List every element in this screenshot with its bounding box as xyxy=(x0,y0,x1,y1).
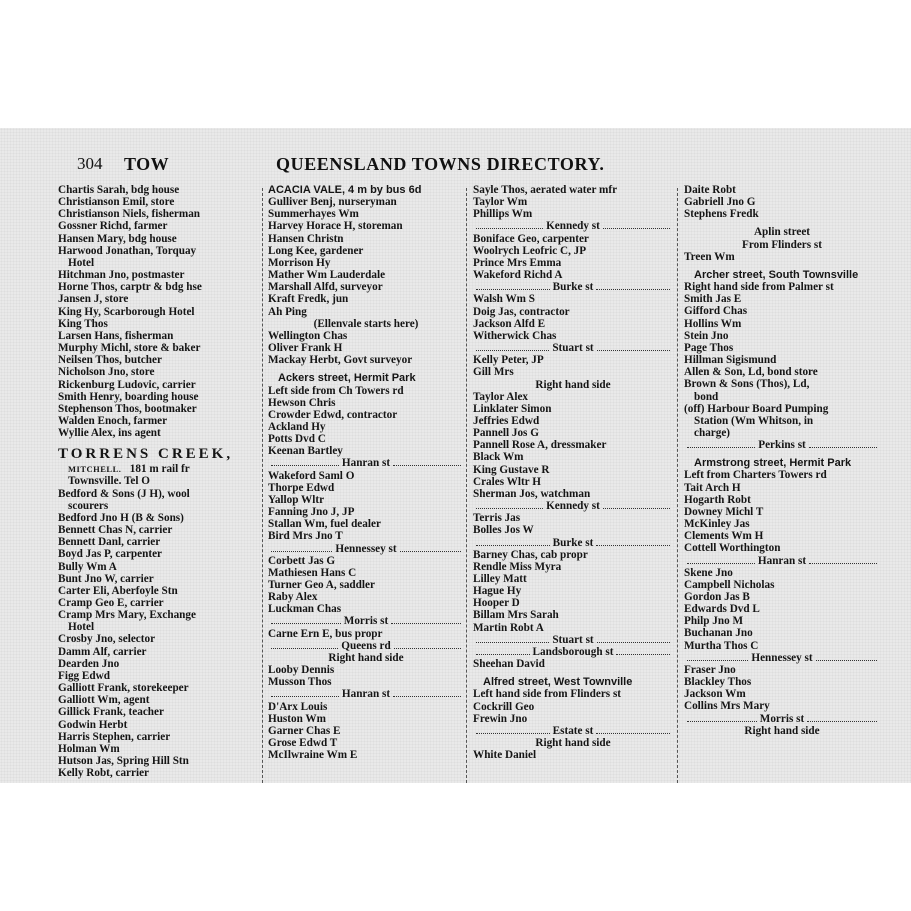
cross-street xyxy=(473,646,673,658)
directory-entry: Huston Wm xyxy=(268,712,326,725)
directory-entry: Looby Dennis xyxy=(268,664,335,677)
directory-entry: Hague Hy xyxy=(473,585,522,598)
street-heading: Archer street, South Townsville xyxy=(694,268,859,281)
directory-entry: Sherman Jos, watchman xyxy=(473,487,591,500)
sub-heading: From Flinders st xyxy=(742,238,822,251)
directory-entry: Hollins Wm xyxy=(684,317,742,330)
directory-entry: Harris Stephen, carrier xyxy=(58,730,171,743)
directory-entry: Christianson Niels, fisherman xyxy=(58,208,201,221)
leader-dots xyxy=(476,500,543,509)
leader-dots xyxy=(271,457,339,466)
directory-entry: Wellington Chas xyxy=(268,329,348,342)
directory-entry: Cramp Mrs Mary, Exchange xyxy=(58,609,196,622)
directory-entry: Ah Ping xyxy=(268,305,307,318)
directory-entry: Hitchman Jno, postmaster xyxy=(58,269,185,282)
directory-entry: Cottell Worthington xyxy=(684,542,781,555)
leader-dots xyxy=(400,543,461,552)
directory-entry: Long Kee, gardener xyxy=(268,244,364,257)
directory-entry: Witherwick Chas xyxy=(473,329,557,342)
leader-dots xyxy=(687,555,755,564)
column-1 xyxy=(58,184,254,779)
directory-entry: Smith Jas E xyxy=(684,293,742,306)
directory-entry: Frewin Jno xyxy=(473,712,528,725)
directory-entry: Murtha Thos C xyxy=(684,639,759,652)
entry-continuation: Station (Wm Whitson, in xyxy=(694,414,814,427)
leader-dots xyxy=(816,652,877,661)
cross-street xyxy=(473,500,673,512)
running-head: TOW xyxy=(124,154,170,174)
leader-dots xyxy=(809,555,877,564)
directory-entry: Smith Henry, boarding house xyxy=(58,390,199,403)
cross-street xyxy=(268,688,464,700)
directory-entry: McKinley Jas xyxy=(684,518,750,531)
directory-entry: Wakeford Richd A xyxy=(473,269,563,282)
directory-entry: Keenan Bartley xyxy=(268,445,343,458)
leader-dots xyxy=(597,342,670,351)
directory-entry: Martin Robt A xyxy=(473,621,544,634)
cross-street xyxy=(473,220,673,232)
directory-entry: King Gustave R xyxy=(473,463,550,476)
directory-entry: Larsen Hans, fisherman xyxy=(58,329,174,342)
directory-entry: Philp Jno M xyxy=(684,615,744,628)
directory-entry: Lilley Matt xyxy=(473,573,527,585)
cross-street-label: Hanran st xyxy=(341,688,391,701)
leader-dots xyxy=(271,543,332,552)
cross-street-label: Perkins st xyxy=(758,439,806,452)
directory-entry: Doig Jas, contractor xyxy=(473,305,570,318)
entry-continuation: Townsville. Tel O xyxy=(68,475,150,488)
directory-entry: Gillick Frank, teacher xyxy=(58,706,164,719)
directory-entry: Left from Charters Towers rd xyxy=(684,469,827,482)
entry-continuation: Hotel xyxy=(68,621,95,634)
directory-entry: Right hand side from Palmer st xyxy=(684,281,834,294)
cross-street-label: Morris st xyxy=(343,615,389,628)
directory-entry: Carne Ern E, bus propr xyxy=(268,627,383,640)
directory-entry: Galliott Frank, storekeeper xyxy=(58,682,189,695)
directory-entry: Gill Mrs xyxy=(473,366,514,379)
column-2 xyxy=(268,184,464,761)
directory-entry: Marshall Alfd, surveyor xyxy=(268,281,383,294)
directory-entry: Sayle Thos, aerated water mfr xyxy=(473,184,618,196)
cross-street-label: Kennedy st xyxy=(546,220,600,233)
cross-street xyxy=(684,713,880,725)
directory-entry: Prince Mrs Emma xyxy=(473,256,562,269)
directory-entry: Turner Geo A, saddler xyxy=(268,579,375,591)
cross-street xyxy=(268,543,464,555)
directory-entry: Blackley Thos xyxy=(684,676,752,689)
cross-street-label: Landsborough st xyxy=(532,645,614,658)
directory-entry: Mather Wm Lauderdale xyxy=(268,269,386,282)
directory-entry: Walsh Wm S xyxy=(473,293,535,306)
directory-entry: Billam Mrs Sarah xyxy=(473,609,559,622)
column-divider xyxy=(466,188,467,783)
leader-dots xyxy=(603,220,670,229)
directory-entry: Figg Edwd xyxy=(58,669,110,682)
directory-entry: Linklater Simon xyxy=(473,402,552,415)
directory-entry: Bunt Jno W, carrier xyxy=(58,572,154,585)
sub-heading: Right hand side xyxy=(535,378,611,391)
leader-dots xyxy=(393,457,461,466)
page-number: 304 xyxy=(77,154,103,173)
directory-entry: Bedford Jno H (B & Sons) xyxy=(58,511,184,524)
cross-street-label: Hanran st xyxy=(341,457,391,470)
street-heading: Alfred street, West Townville xyxy=(483,676,633,689)
directory-entry: Boyd Jas P, carpenter xyxy=(58,548,162,561)
spacer xyxy=(121,463,129,475)
cross-street xyxy=(684,555,880,567)
directory-entry: Taylor Alex xyxy=(473,390,529,403)
column-4 xyxy=(684,184,880,737)
cross-street-label: Hennessey st xyxy=(751,651,813,664)
leader-dots xyxy=(807,713,877,722)
leader-dots xyxy=(476,646,530,655)
cross-street xyxy=(684,652,880,664)
leader-dots xyxy=(476,634,549,643)
directory-entry: Harvey Horace H, storeman xyxy=(268,220,403,233)
directory-entry: Daite Robt xyxy=(684,184,736,196)
leader-dots xyxy=(394,640,461,649)
street-heading: Ackers street, Hermit Park xyxy=(278,372,416,385)
directory-entry: Harwood Jonathan, Torquay xyxy=(58,244,197,257)
directory-entry: Skene Jno xyxy=(684,566,733,579)
directory-entry: Nicholson Jno, store xyxy=(58,366,155,379)
directory-entry: Kelly Peter, JP xyxy=(473,354,544,367)
page-title: QUEENSLAND TOWNS DIRECTORY. xyxy=(276,154,605,174)
directory-entry: Stein Jno xyxy=(684,329,729,342)
directory-entry: Chartis Sarah, bdg house xyxy=(58,184,180,196)
sub-heading: Right hand side xyxy=(328,651,404,664)
column-divider xyxy=(677,188,678,783)
cross-street-label: Hanran st xyxy=(757,554,807,567)
directory-entry: Stephenson Thos, bootmaker xyxy=(58,402,197,415)
cross-street xyxy=(473,725,673,737)
directory-entry: Boniface Geo, carpenter xyxy=(473,232,589,245)
directory-entry: Cramp Geo E, carrier xyxy=(58,597,164,609)
directory-entry: Allen & Son, Ld, bond store xyxy=(684,366,818,379)
directory-entry: Wakeford Saml O xyxy=(268,469,355,482)
directory-entry: Brown & Sons (Thos), Ld, xyxy=(684,378,810,391)
directory-entry: Edwards Dvd L xyxy=(684,603,760,616)
directory-page xyxy=(0,128,911,783)
directory-entry: Potts Dvd C xyxy=(268,433,326,446)
directory-entry: Kelly Robt, carrier xyxy=(58,767,150,780)
sub-heading: Right hand side xyxy=(535,737,611,750)
leader-dots xyxy=(809,439,877,448)
cross-street xyxy=(473,342,673,354)
directory-entry: Gossner Richd, farmer xyxy=(58,220,168,233)
directory-entry: Crosby Jno, selector xyxy=(58,633,156,646)
directory-entry: Stephens Fredk xyxy=(684,208,759,221)
directory-entry: Bennett Chas N, carrier xyxy=(58,524,173,537)
directory-entry: Terris Jas xyxy=(473,512,521,525)
directory-entry: Buchanan Jno xyxy=(684,627,753,640)
leader-dots xyxy=(596,281,670,290)
cross-street xyxy=(268,457,464,469)
directory-entry: Pannell Rose A, dressmaker xyxy=(473,439,607,452)
directory-entry: Summerhayes Wm xyxy=(268,208,359,221)
directory-entry: Hogarth Robt xyxy=(684,493,751,506)
directory-entry: Gordon Jas B xyxy=(684,591,750,603)
directory-entry: Musson Thos xyxy=(268,676,332,689)
directory-entry: Rendle Miss Myra xyxy=(473,560,562,573)
cross-street xyxy=(473,634,673,646)
directory-entry: Corbett Jas G xyxy=(268,554,336,567)
directory-entry: Left hand side from Flinders st xyxy=(473,688,622,701)
directory-entry: Phillips Wm xyxy=(473,208,533,221)
directory-entry: Wyllie Alex, ins agent xyxy=(58,427,161,440)
directory-entry: Bennett Danl, carrier xyxy=(58,536,161,549)
directory-entry: King Hy, Scarborough Hotel xyxy=(58,305,195,318)
directory-entry: Luckman Chas xyxy=(268,603,342,616)
leader-dots xyxy=(476,342,549,351)
directory-entry: Walden Enoch, farmer xyxy=(58,414,168,427)
directory-entry: Crales Wltr H xyxy=(473,475,541,488)
entry-continuation: scourers xyxy=(68,499,109,512)
cross-street-label: Queens rd xyxy=(341,639,391,652)
entry-continuation: bond xyxy=(694,390,719,403)
directory-entry: Morrison Hy xyxy=(268,256,331,269)
directory-entry: Bully Wm A xyxy=(58,560,117,573)
directory-entry: Jeffries Edwd xyxy=(473,414,540,427)
leader-dots xyxy=(271,615,341,624)
directory-entry: Holman Wm xyxy=(58,742,120,755)
directory-entry: Raby Alex xyxy=(268,591,318,604)
directory-entry: Ackland Hy xyxy=(268,420,326,433)
directory-entry: Sheehan David xyxy=(473,658,545,671)
directory-entry: Grose Edwd T xyxy=(268,737,338,750)
directory-entry: Hansen Christn xyxy=(268,232,344,245)
note: (Ellenvale starts here) xyxy=(313,317,419,330)
directory-entry: Rickenburg Ludovic, carrier xyxy=(58,378,196,391)
district-label: MITCHELL. xyxy=(68,464,122,475)
cross-street xyxy=(473,281,673,293)
leader-dots xyxy=(476,220,543,229)
town-heading: TORRENS CREEK, xyxy=(58,446,234,463)
directory-entry: Clements Wm H xyxy=(684,530,764,543)
sub-heading: Right hand side xyxy=(744,724,820,737)
directory-entry: Crowder Edwd, contractor xyxy=(268,408,398,421)
leader-dots xyxy=(393,688,461,697)
directory-entry: Fraser Jno xyxy=(684,663,736,676)
directory-entry: Taylor Wm xyxy=(473,196,528,209)
directory-entry: Gifford Chas xyxy=(684,305,748,318)
directory-entry: Dearden Jno xyxy=(58,657,120,670)
leader-dots xyxy=(596,725,670,734)
directory-entry: Downey Michl T xyxy=(684,505,764,518)
directory-entry: Garner Chas E xyxy=(268,724,341,737)
entry-continuation: charge) xyxy=(694,426,731,439)
street-heading: Armstrong street, Hermit Park xyxy=(694,457,852,470)
directory-entry: D'Arx Louis xyxy=(268,700,328,713)
directory-entry: Hansen Mary, bdg house xyxy=(58,232,177,245)
leader-dots xyxy=(596,537,670,546)
directory-entry: Murphy Michl, store & baker xyxy=(58,342,201,355)
sub-heading: Aplin street xyxy=(753,226,811,239)
cross-street-label: Burke st xyxy=(552,536,594,549)
directory-entry: Mathiesen Hans C xyxy=(268,566,357,579)
cross-street-label: Hennessey st xyxy=(335,542,397,555)
cross-street xyxy=(268,615,464,627)
cross-street xyxy=(684,439,880,451)
directory-entry: Barney Chas, cab propr xyxy=(473,548,588,561)
locality-heading: ACACIA VALE, 4 m by bus 6d xyxy=(268,184,422,196)
leader-dots xyxy=(271,640,338,649)
directory-entry: Yallop Wltr xyxy=(268,493,325,506)
directory-entry: Carter Eli, Aberfoyle Stn xyxy=(58,584,178,597)
directory-entry: Hooper D xyxy=(473,597,520,610)
column-divider xyxy=(262,188,263,783)
directory-entry: Woolrych Leofric C, JP xyxy=(473,244,587,257)
directory-entry: Collins Mrs Mary xyxy=(684,700,770,713)
directory-entry: Christianson Emil, store xyxy=(58,196,175,209)
directory-entry: Tait Arch H xyxy=(684,481,741,494)
directory-entry: Page Thos xyxy=(684,341,734,354)
directory-entry: Hutson Jas, Spring Hill Stn xyxy=(58,755,189,768)
directory-entry: Damm Alf, carrier xyxy=(58,645,147,658)
directory-entry: Kraft Fredk, jun xyxy=(268,293,349,306)
leader-dots xyxy=(687,652,748,661)
cross-street-label: Morris st xyxy=(759,712,805,725)
leader-dots xyxy=(476,725,550,734)
cross-street-label: Kennedy st xyxy=(546,500,600,513)
directory-entry: Gulliver Benj, nurseryman xyxy=(268,196,397,209)
directory-entry: Godwin Herbt xyxy=(58,718,128,731)
directory-entry: Cockrill Geo xyxy=(473,700,535,713)
leader-dots xyxy=(391,615,461,624)
directory-entry: Fanning Jno J, JP xyxy=(268,506,355,519)
directory-entry: (off) Harbour Board Pumping xyxy=(684,402,829,415)
directory-entry: Jackson Wm xyxy=(684,688,746,701)
cross-street-label: Stuart st xyxy=(552,342,594,355)
directory-entry: McIlwraine Wm E xyxy=(268,749,358,762)
directory-entry: Black Wm xyxy=(473,451,524,464)
directory-entry: Thorpe Edwd xyxy=(268,481,335,494)
entry-continuation: Hotel xyxy=(68,256,95,269)
directory-entry: Bedford & Sons (J H), wool xyxy=(58,487,190,500)
leader-dots xyxy=(597,634,670,643)
directory-entry: Hewson Chris xyxy=(268,396,336,409)
directory-entry: Gabriell Jno G xyxy=(684,196,756,209)
town-details xyxy=(58,463,254,475)
leader-dots xyxy=(687,439,755,448)
column-3 xyxy=(473,184,673,761)
cross-street-label: Burke st xyxy=(552,281,594,294)
leader-dots xyxy=(603,500,670,509)
directory-entry: Bird Mrs Jno T xyxy=(268,530,343,543)
directory-entry: Jansen J, store xyxy=(58,293,129,306)
directory-entry: Horne Thos, carptr & bdg hse xyxy=(58,281,202,294)
directory-entry: Pannell Jos G xyxy=(473,427,539,440)
leader-dots xyxy=(476,537,550,546)
directory-entry: Mackay Herbt, Govt surveyor xyxy=(268,354,413,367)
directory-entry: Treen Wm xyxy=(684,250,735,263)
directory-entry: White Daniel xyxy=(473,749,537,762)
distance-text: 181 m rail fr xyxy=(129,463,190,476)
directory-entry: Left side from Ch Towers rd xyxy=(268,384,404,397)
leader-dots xyxy=(271,688,339,697)
cross-street xyxy=(268,640,464,652)
cross-street xyxy=(473,537,673,549)
page-header xyxy=(0,154,911,178)
leader-dots xyxy=(476,281,550,290)
directory-entry: King Thos xyxy=(58,317,108,330)
directory-entry: Bolles Jos W xyxy=(473,524,534,537)
directory-entry: Stallan Wm, fuel dealer xyxy=(268,518,381,531)
directory-entry: Neilsen Thos, butcher xyxy=(58,354,162,367)
directory-entry: Hillman Sigismund xyxy=(684,354,777,367)
cross-street-label: Estate st xyxy=(552,724,594,737)
directory-entry: Galliott Wm, agent xyxy=(58,694,150,707)
cross-street-label: Stuart st xyxy=(552,633,594,646)
leader-dots xyxy=(687,713,757,722)
directory-entry: Campbell Nicholas xyxy=(684,578,775,591)
leader-dots xyxy=(616,646,670,655)
directory-entry: Jackson Alfd E xyxy=(473,317,546,330)
directory-entry: Oliver Frank H xyxy=(268,342,343,355)
